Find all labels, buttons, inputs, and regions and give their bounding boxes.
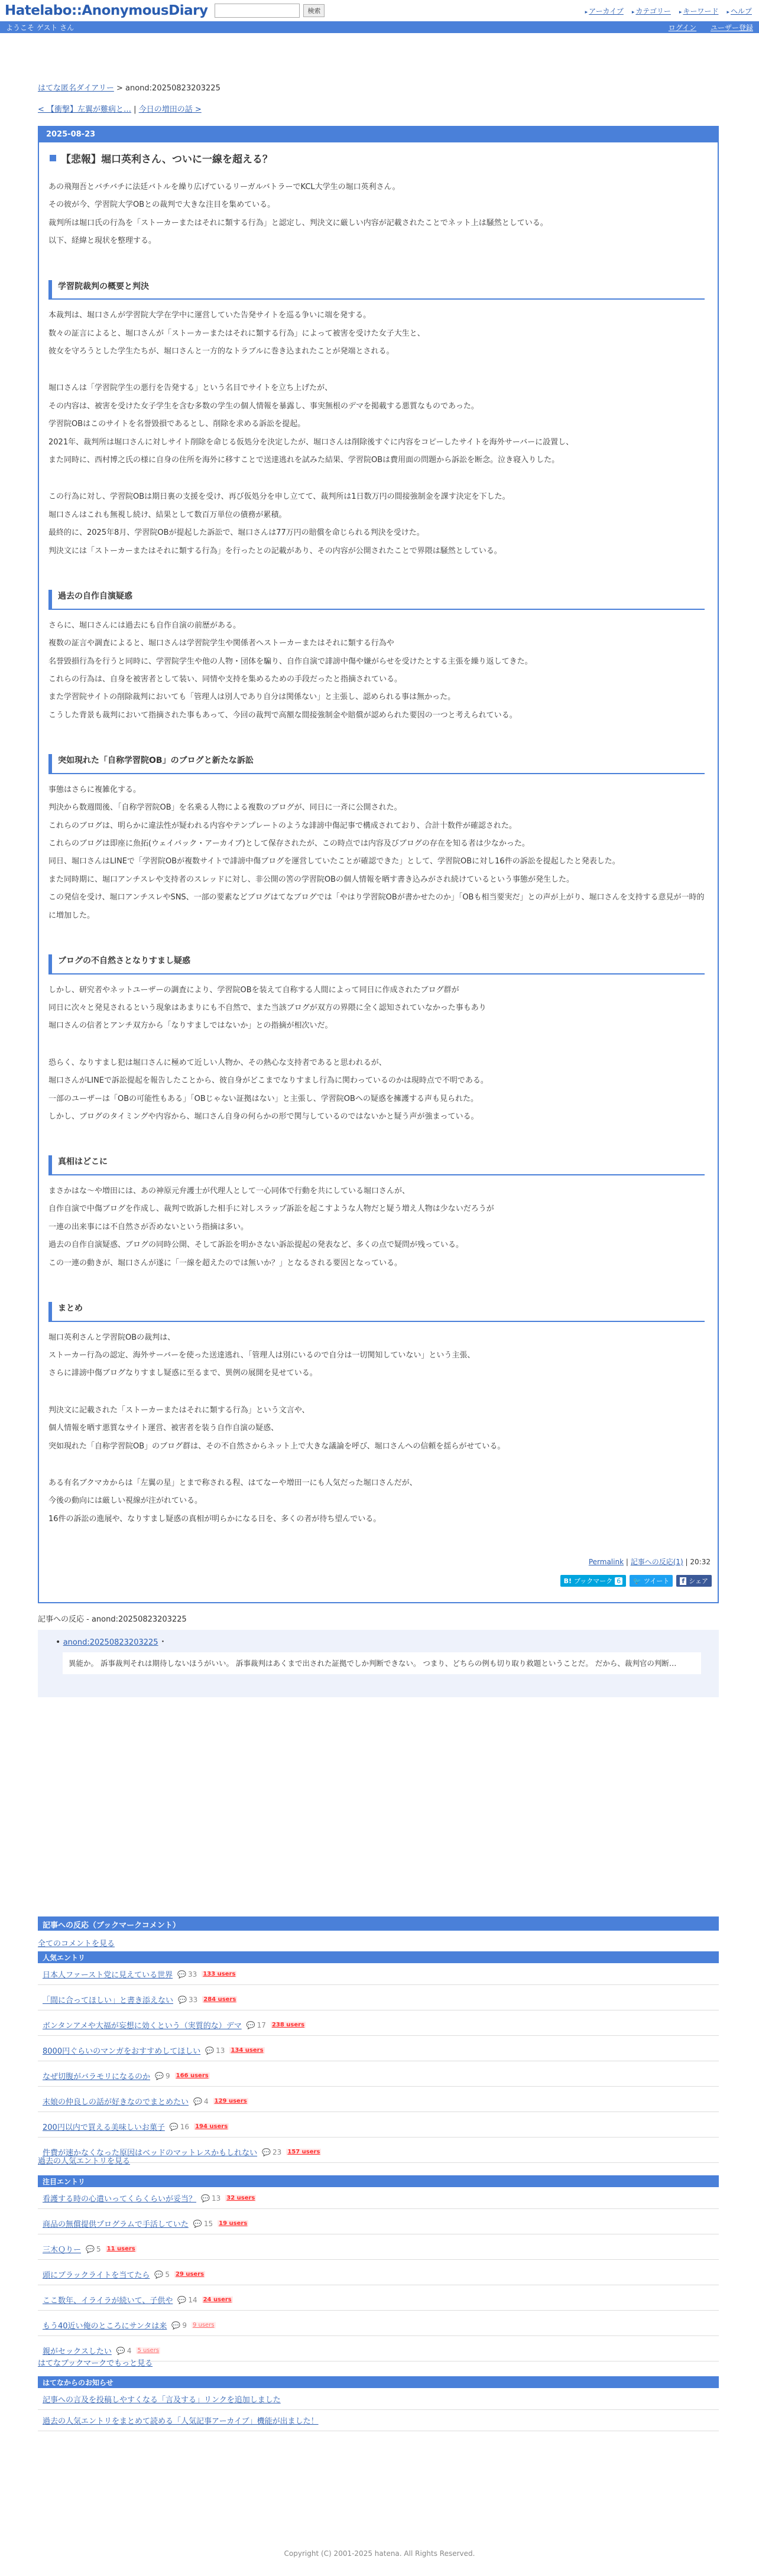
breadcrumb-current: anond:20250823203225	[125, 84, 220, 93]
comment-bubble-icon: 💬	[169, 2122, 179, 2131]
popular-entries-header: 人気エントリ	[38, 1951, 719, 1963]
paragraph: 複数の証言や調査によると、堀口さんは学習院学生や関係者へストーカーまたはそれに類する行為や	[48, 639, 394, 648]
bookmark-users-badge[interactable]: 284 users	[203, 1996, 236, 2003]
comment-bubble-icon: 💬	[246, 2020, 255, 2029]
paragraph: 一部のユーザーは「OBの可能性もある」「OBじゃない証拠はない」と主張し、学習院OBへの疑惑を擁護する声も見られた。	[48, 1094, 478, 1103]
comment-count-value: 33	[188, 1970, 197, 1979]
bookmark-users-badge[interactable]: 129 users	[214, 2098, 247, 2104]
entry-title-link[interactable]: 日本人ファースト党に見えている世界	[43, 1971, 173, 1980]
comment-bubble-icon: 💬	[201, 2194, 210, 2203]
bookmark-users-badge[interactable]: 166 users	[176, 2073, 209, 2079]
entry-title-link[interactable]: なぜ切腹がバラモリになるのか	[43, 2073, 151, 2081]
footer: Copyright (C) 2001-2025 hatena. All Rights Reserved.	[284, 2549, 475, 2558]
entry-title-link[interactable]: 看護する時の心遣いってくらくらいが妥当？	[43, 2195, 197, 2204]
paragraph: また同時期に、堀口アンチスレや支持者のスレッドに対し、非公開の筈の学習院OBの個人情報を晒す書き込みがされ続けているという事態が発生した。	[48, 875, 574, 884]
meta-separator: |	[625, 1558, 631, 1566]
comment-bubble-icon: 💬	[171, 2321, 181, 2330]
comment-bubble-icon: 💬	[154, 2270, 164, 2279]
reaction-suffix: ･	[158, 1638, 165, 1647]
site-logo[interactable]: Hatelabo::AnonymousDiary	[5, 3, 208, 18]
paragraph: 裁判所は堀口氏の行為を「ストーカーまたはそれに類する行為」と認定し、判決文に厳しい内容が記載されたことでネット上は騒然としている。	[48, 218, 548, 228]
all-comments-link[interactable]: 全てのコメントを見る	[38, 1940, 115, 1948]
bookmark-users-badge[interactable]: 157 users	[287, 2149, 320, 2155]
top-nav	[585, 6, 752, 16]
register-link[interactable]: ユーザー登録	[710, 23, 753, 32]
nav-archive-link[interactable]: ▸ アーカイブ	[585, 6, 624, 16]
comment-count[interactable]	[193, 2220, 213, 2228]
entry-row	[38, 2116, 719, 2138]
entry-title-link[interactable]: 商品の無償提供プログラムで手活していた	[43, 2220, 189, 2229]
comment-count[interactable]	[246, 2021, 266, 2029]
paragraph: これらのブログは即座に魚拓(ウェイバック・アーカイブ)として保存されたが、この時点では内容及びブログの存在を知る者は少なかった。	[48, 839, 530, 848]
user-bar	[0, 21, 759, 33]
paragraph: 判決から数週間後、「自称学習院OB」を名乗る人物による複数のブログが、同日に一斉に公開された。	[48, 803, 402, 813]
paragraph: 堀口さんはこれも無視し続け、結果として数百万単位の債務が累積。	[48, 510, 287, 519]
paragraph: 自作自演で中傷ブログを作成し、裁判で敗訴した相手に対しスラップ訴訟を起こすような人物だと疑う増え人物は少ないだろうが	[48, 1204, 494, 1214]
paragraph: 個人情報を晒す悪質なサイト運営、被害者を装う自作自演の疑惑、	[48, 1424, 279, 1433]
bookmark-users-badge[interactable]: 24 users	[203, 2296, 232, 2303]
comment-count[interactable]	[116, 2347, 132, 2355]
paragraph: この一連の動きが、堀口さんが遂に「一線を超えたのでは無いか？」となるされる要因となっている。	[48, 1258, 403, 1268]
paragraph: 堀口英利さんと学習院OBの裁判は、	[48, 1333, 176, 1342]
paragraph: さらに誹謗中傷ブログなりすまし疑惑に至るまで、異例の展開を見せている。	[48, 1369, 317, 1378]
paragraph: 堀口さんの信者とアンチ双方から「なりすましではないか」との指摘が相次いだ。	[48, 1021, 333, 1031]
tweet-label: ツイート	[643, 1577, 670, 1585]
entry-title-link[interactable]: 親がセックスしたい	[43, 2347, 112, 2356]
entry-row	[38, 2289, 719, 2311]
bookmark-users-badge[interactable]: 11 users	[106, 2246, 135, 2252]
section-heading: まとめ	[48, 1302, 705, 1322]
notice-item	[38, 2389, 719, 2410]
entry-row	[38, 1989, 719, 2010]
comment-bubble-icon: 💬	[116, 2346, 125, 2355]
nav-help-link[interactable]: ▸ ヘルプ	[726, 6, 752, 16]
share-buttons	[560, 1575, 712, 1587]
entry-row	[38, 2065, 719, 2087]
comment-count-value: 13	[216, 2046, 225, 2055]
tweet-button[interactable]	[630, 1575, 673, 1587]
pager-separator: |	[131, 105, 139, 114]
article-time: 20:32	[690, 1558, 711, 1566]
entry-row	[38, 2213, 719, 2234]
paragraph-gap	[48, 469, 705, 488]
comment-bubble-icon: 💬	[262, 2148, 271, 2156]
paragraph: 同日に次々と発見されるという現象はあまりにも不自然で、また当該ブログが双方の界隈に全く認知されていなかった事もあり	[48, 1003, 486, 1012]
comment-count[interactable]	[262, 2148, 281, 2156]
bookmark-users-badge[interactable]: 19 users	[219, 2220, 248, 2227]
welcome-text: ようこそ ゲスト さん	[6, 23, 74, 32]
comment-count-value: 33	[188, 1995, 198, 2004]
entry-row	[38, 2142, 719, 2163]
paragraph: 2021年、裁判所は堀口さんに対しサイト削除を命じる仮処分を決定したが、堀口さんは削除後すぐに内容をコピーしたサイトを海外サーバーに設置し、	[48, 437, 574, 447]
paragraph: 突如現れた「自称学習院OB」のブログ群は、その不自然さからネット上で大きな議論を呼び、堀口さんへの信頼を揺らがせている。	[48, 1441, 505, 1451]
comment-count-value: 14	[188, 2295, 197, 2304]
comment-bubble-icon: 💬	[178, 1995, 187, 2004]
comment-count[interactable]	[205, 2046, 225, 2055]
comment-count-value: 15	[203, 2219, 213, 2228]
comment-count-value: 23	[273, 2148, 282, 2156]
comment-bubble-icon: 💬	[177, 1970, 187, 1979]
bookmark-users-badge[interactable]: 5 users	[137, 2347, 160, 2354]
comment-count[interactable]	[170, 2123, 189, 2131]
comment-count[interactable]	[155, 2072, 170, 2080]
entry-row	[38, 2264, 719, 2285]
paragraph: 恐らく、なりすまし犯は堀口さんに極めて近しい人物か、その熱心な支持者であると思われるが、	[48, 1058, 387, 1067]
hatena-bookmark-button[interactable]	[560, 1575, 627, 1587]
article-title-link[interactable]: 【悲報】堀口英利さん、ついに一線を超える？	[61, 154, 273, 165]
bullet-icon: •	[56, 1638, 63, 1647]
entry-title-link[interactable]: 頭にブラックライトを当てたら	[43, 2271, 150, 2280]
section-heading: ブログの不自然さとなりすまし疑惑	[48, 954, 705, 974]
comment-count-value: 13	[211, 2194, 221, 2203]
paragraph: 最終的に、2025年8月、学習院OBが提起した訴訟で、堀口さんは77万円の賠償を命じられる判決を受けた。	[48, 528, 424, 538]
comment-bubble-icon: 💬	[86, 2244, 95, 2253]
paragraph: さらに、堀口さんには過去にも自作自演の前歴がある。	[48, 621, 241, 630]
entry-row	[38, 1964, 719, 1985]
reaction-link[interactable]: anond:20250823203225	[63, 1638, 158, 1647]
hot-entries-header: 注目エントリ	[38, 2175, 719, 2187]
comment-count[interactable]	[171, 2321, 187, 2330]
comment-count-value: 17	[257, 2020, 266, 2029]
paragraph: ある有名ブクマカからは「左翼の星」とまで称される程、はてなーや増田一にも人気だった堀口さんだが、	[48, 1479, 417, 1488]
hatena-bookmark-label: ブックマーク	[574, 1577, 613, 1585]
entry-row	[38, 2015, 719, 2036]
entry-title-link[interactable]: もう40近い俺のところにサンタは来	[43, 2322, 167, 2331]
comment-count[interactable]	[177, 1970, 197, 1979]
breadcrumb-home[interactable]: はてな匿名ダイアリー	[38, 84, 114, 93]
comment-count[interactable]	[193, 2097, 209, 2106]
paragraph: また同時に、西村博之氏の様に自身の住所を海外に移すことで送達逃れを試みた結果、学習院OBは費用面の問題から訴訟を断念。泣き寝入りした。	[48, 456, 560, 465]
comment-bubble-icon: 💬	[205, 2046, 215, 2055]
nav-keyword-link[interactable]: ▸ キーワード	[679, 6, 719, 16]
comment-count[interactable]	[201, 2194, 220, 2203]
comment-bubble-icon: 💬	[193, 2219, 202, 2228]
search-input[interactable]	[215, 4, 300, 18]
paragraph: あの飛翔吾とバチバチに法廷バトルを繰り広げているリーガルバトラーでKCL大学生の堀口英利さん。	[48, 183, 400, 191]
bookmark-users-badge[interactable]: 9 users	[192, 2322, 215, 2328]
entry-row	[38, 2040, 719, 2061]
paragraph: 今後の動向には厳しい視線が注がれている。	[48, 1496, 203, 1506]
bookmark-users-badge[interactable]: 134 users	[231, 2047, 264, 2054]
bookmark-comments-header: 記事への反応（ブックマークコメント）	[38, 1916, 719, 1931]
paragraph: 学習院OBはこのサイトを名誉毀損であるとし、削除を求める訴訟を提起。	[48, 420, 306, 429]
nav-category-link[interactable]: ▸ カテゴリー	[632, 6, 671, 16]
comment-count-value: 16	[180, 2122, 190, 2131]
paragraph: 以下、経緯と現状を整理する。	[48, 236, 157, 246]
article-meta	[589, 1557, 711, 1567]
comment-count[interactable]	[178, 1996, 197, 2004]
entry-title-link[interactable]: 200円以内で買える美味しいお菓子	[43, 2123, 165, 2132]
section-heading: 真相はどこに	[48, 1155, 705, 1175]
today-entry-link[interactable]: 今日の増田の話 >	[138, 105, 202, 114]
entry-title-link[interactable]: 三木Ｑりー	[43, 2246, 82, 2255]
comment-count-value: 9	[182, 2321, 187, 2330]
pager	[38, 103, 202, 114]
article	[38, 126, 719, 1603]
comment-count-value: 4	[203, 2097, 209, 2106]
comment-count[interactable]	[154, 2270, 170, 2279]
entry-title-link[interactable]: 「間に合ってほしい」と書き添えない	[43, 1996, 174, 2005]
paragraph-gap	[48, 1383, 705, 1402]
comment-bubble-icon: 💬	[193, 2097, 202, 2106]
comment-count-value: 5	[165, 2270, 170, 2279]
paragraph: 一連の出来事には不自然さが否めないという指摘は多い。	[48, 1222, 249, 1232]
comment-bubble-icon: 💬	[155, 2071, 164, 2080]
notice-link[interactable]: 過去の人気エントリをまとめて読める「人気記事アーカイブ」機能が出ました！	[43, 2417, 319, 2426]
entry-row	[38, 2315, 719, 2336]
entry-row	[38, 2188, 719, 2209]
bookmark-users-badge[interactable]: 194 users	[195, 2123, 228, 2130]
breadcrumb-separator: >	[113, 84, 126, 93]
bookmark-users-badge[interactable]: 29 users	[175, 2271, 205, 2278]
paragraph: 判決文に記載された「ストーカーまたはそれに類する行為」という文言や、	[48, 1405, 310, 1415]
entry-title-link[interactable]: 8000円ぐらいのマンガをおすすめしてほしい	[43, 2047, 201, 2056]
paragraph: これらのブログは、明らかに違法性が疑われる内容やテンプレートのような誹謗中傷記事で構成されており、合計十数件が確認された。	[48, 821, 517, 830]
paragraph: ストーカー行為の認定、海外サーバーを使った送達逃れ、「管理人は別にいるので自分は一切関知していない」という主張、	[48, 1351, 475, 1360]
comment-count-value: 5	[96, 2244, 101, 2253]
paragraph: この行為に対し、学習院OBは期日裏の支援を受け、再び仮処分を申し立てて、裁判所は1日数万円の間接強制金を課す決定を下した。	[48, 492, 510, 502]
hatena-bookmark-count: 6	[615, 1577, 622, 1585]
twitter-icon: 🐦	[633, 1577, 641, 1585]
section-heading: 突如現れた「自称学習院OB」のブログと新たな訴訟	[48, 754, 705, 774]
paragraph: 名誉毀損行為を行うと同時に、学習院学生や他の人物・団体を騙り、自作自演で誹謗中傷や嫌がらせを受けたとする主張を繰り返してきた。	[48, 657, 533, 666]
notice-header: はてなからのお知らせ	[38, 2376, 719, 2388]
paragraph-gap	[48, 1456, 705, 1474]
permalink[interactable]: Permalink	[588, 1558, 624, 1566]
article-date: 2025-08-23	[39, 127, 718, 142]
paragraph: 堀口さんは「学習院学生の悪行を告発する」という名目でサイトを立ち上げたが、	[48, 384, 333, 393]
title-square-icon	[50, 155, 56, 161]
paragraph: 16件の訴訟の進展や、なりすまし疑惑の真相が明らかになる日を、多くの者が待ち望んでいる。	[48, 1514, 381, 1523]
paragraph: 過去の自作自演疑惑、ブログの同時公開、そして訴訟を明かさない訴訟提起の発表など、多くの点で疑問が残っている。	[48, 1240, 464, 1250]
notice-item	[38, 2410, 719, 2431]
paragraph: その彼が今、学習院大学OBとの裁判で大きな注目を集めている。	[48, 200, 275, 210]
paragraph: 同日、堀口さんはLINEで「学習院OBが複数サイトで誹謗中傷ブログを運営していたことが確認できた」として、学習院OBに対し16件の訴訟を提起したと発表した。	[48, 857, 620, 866]
entry-row	[38, 2091, 719, 2112]
paragraph: 判決文には「ストーカーまたはそれに類する行為」を行ったとの記載があり、その内容が公開されたことで界隈は騒然としている。	[48, 546, 502, 556]
hot-more-link[interactable]: はてなブックマークでもっと見る	[38, 2359, 153, 2368]
bookmark-users-badge[interactable]: 133 users	[203, 1971, 236, 1977]
breadcrumb	[38, 82, 220, 93]
entry-row	[38, 2239, 719, 2260]
facebook-share-label: シェア	[689, 1577, 708, 1585]
login-link[interactable]: ログイン	[668, 23, 697, 32]
paragraph: また学習院サイトの削除裁判においても「管理人は別人であり自分は関係ない」と主張し、認められる事は無かった。	[48, 693, 456, 702]
reactions-title: 記事への反応 - anond:20250823203225	[38, 1615, 187, 1624]
comment-count-value: 4	[126, 2346, 132, 2355]
hatena-bookmark-icon: B!	[563, 1577, 572, 1585]
paragraph: 本裁判は、堀口さんが学習院大学在学中に運営していた告発サイトを巡る争いに端を発する。	[48, 311, 371, 320]
section-heading: 学習院裁判の概要と判決	[48, 280, 705, 300]
facebook-icon: f	[680, 1577, 686, 1585]
comment-bubble-icon: 💬	[177, 2295, 187, 2304]
comment-count[interactable]	[177, 2296, 197, 2304]
reactions-box	[38, 1630, 719, 1697]
paragraph: この発信を受け、堀口アンチスレやSNS、一部の要素などブログはてなブログでは「やはり学習院OBが書かせたのか」「OBも相当要実だ」との声が上がり、堀口さんを支持する意見が一時的に増加した。	[48, 893, 705, 920]
search-button[interactable]: 検索	[303, 4, 325, 17]
paragraph: しかし、研究者やネットユーザーの調査により、学習院OBを装えて自称する人間によって同日に作成されたブログ群が	[48, 985, 459, 995]
entry-title-link[interactable]: 件費が速かなくなった原因はベッドのマットレスかもしれない	[43, 2149, 258, 2158]
paragraph: しかし、ブログのタイミングや内容から、堀口さん自身の何らかの形で関与しているのではないかと疑う声が強まっている。	[48, 1112, 479, 1121]
bookmark-users-badge[interactable]: 238 users	[271, 2022, 305, 2028]
paragraph: 数々の証言によると、堀口さんが「ストーカーまたはそれに類する行為」によって被害を受けた女子大生と、	[48, 329, 425, 338]
comment-count[interactable]	[86, 2245, 101, 2253]
notice-link[interactable]: 記事への言及を投稿しやすくなる「言及する」リンクを追加しました	[43, 2396, 281, 2405]
meta-separator: |	[685, 1558, 690, 1566]
bookmark-users-badge[interactable]: 32 users	[226, 2195, 255, 2201]
entry-title-link[interactable]: ここ数年、イライラが続いて、子供や	[43, 2296, 173, 2305]
reaction-item	[56, 1636, 701, 1674]
paragraph: まさかはな〜や増田には、あの神原元弁護士が代理人として一心同体で行動を共にしている堀口さんが、	[48, 1187, 410, 1196]
paragraph: その内容は、被害を受けた女子学生を含む多数の学生の個人情報を暴露し、事実無根のデマを掲載する悪質なものであった。	[48, 401, 479, 411]
paragraph: こうした背景も裁判において指摘された事もあって、今回の裁判で高額な間接強制金や賠償が認められた要因の一つと考えられている。	[48, 710, 517, 720]
paragraph: 事態はさらに複雑化する。	[48, 785, 141, 794]
article-body	[39, 178, 718, 1528]
comment-count-value: 9	[165, 2071, 170, 2080]
entry-title-link[interactable]: ボンタンアメや大福が妄想に効くという（実質的な）デマ	[43, 2022, 242, 2031]
paragraph-gap	[48, 360, 705, 379]
entry-title-link[interactable]: 末娘の仲良しの話が好きなのでまとめたい	[43, 2098, 189, 2107]
top-bar	[0, 0, 759, 21]
paragraph-gap	[48, 1035, 705, 1054]
paragraph: 堀口さんがLINEで訴訟提起を報告したことから、彼自身がどこまでなりすまし行為に関わっているのかは現時点で不明である。	[48, 1076, 488, 1086]
popular-more-link[interactable]: 過去の人気エントリを見る	[38, 2157, 131, 2166]
prev-entry-link[interactable]: < 【衝撃】左翼が難病と…	[38, 105, 132, 114]
paragraph: これらの行為は、自身を被害者として装い、同情や支持を集めるための手段だったと指摘されている。	[48, 674, 403, 684]
article-title	[50, 151, 718, 165]
reactions-link[interactable]: 記事への反応(1)	[630, 1558, 683, 1566]
reaction-excerpt: 異能か。 訴事裁判それは期待しないほうがいい。 訴事裁判はあくまで出された証拠でしか判断できない。 つまり、どちらの例も切り取り救題ということだ。 だから、裁判官の判断…	[63, 1652, 701, 1674]
section-heading: 過去の自作自演疑惑	[48, 590, 705, 610]
facebook-share-button[interactable]	[676, 1575, 712, 1587]
paragraph: 彼女を守ろうとした学生たちが、堀口さんと一方的なトラブルに巻き込まれたことが発端とされる。	[48, 347, 394, 356]
